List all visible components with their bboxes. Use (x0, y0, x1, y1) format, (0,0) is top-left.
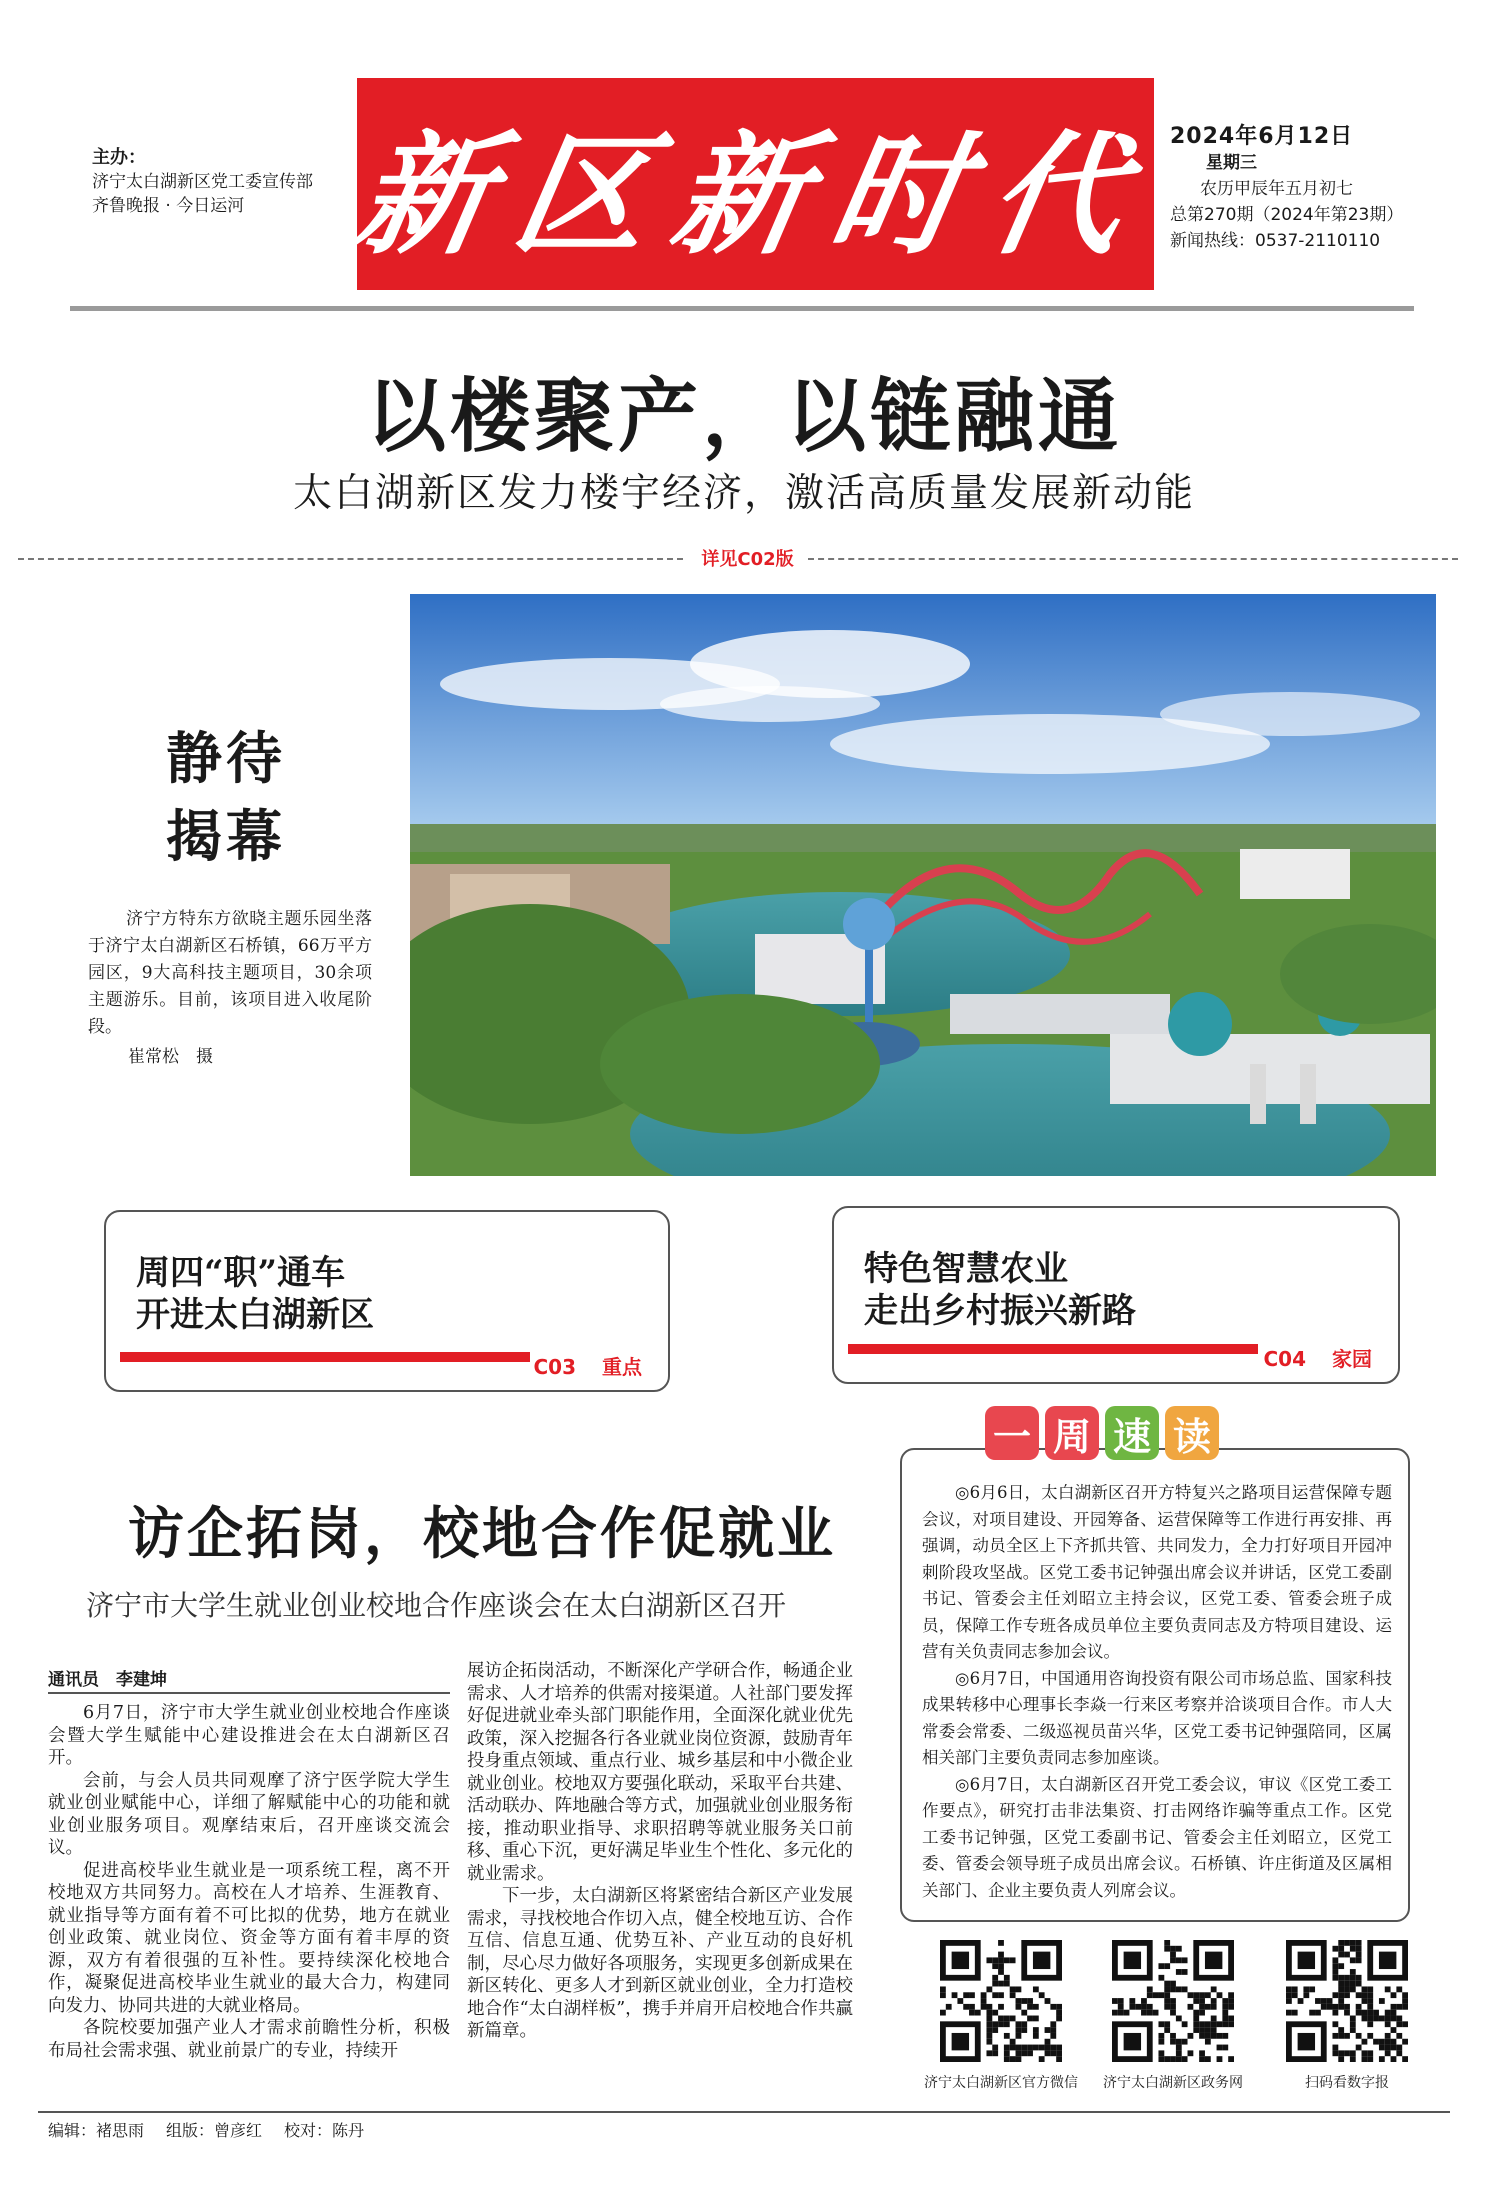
badge-character: 读 (1165, 1406, 1219, 1460)
article-paragraph: 各院校要加强产业人才需求前瞻性分析，积极布局社会需求强、就业前景广的专业，持续开 (48, 2018, 450, 2061)
teaser-section: 重点 (602, 1355, 642, 1379)
article-paragraph: 展访企拓岗活动，不断深化产学研合作，畅通企业需求、人才培养的供需对接渠道。人社部门要发挥好促进就业牵头部门职能作用，全面深化就业优先政策，深入挖掘各行各业就业岗位资源，鼓励青年投身重点领域、重点行业、城乡基层和中小微企业就业创业。校地双方要强化联动，采取平台共建、活动联办、阵地融合等方式，加强就业创业服务衔接，推动职业指导、求职招聘等就业服务关口前移、重心下沉，更好满足毕业生个性化、多元化的就业需求。 (467, 1661, 853, 1884)
see-page-link[interactable]: 详见C02版 (701, 549, 794, 570)
footer-proofreader: 校对：陈丹 (284, 2121, 365, 2140)
teaser-title (864, 1248, 1136, 1332)
photo-title-line: 揭幕 (166, 804, 286, 870)
masthead-logo-text: 新区新时代 (344, 118, 1163, 273)
article-column (467, 1660, 853, 2043)
qr-caption: 扫码看数字报 (1305, 2075, 1389, 2091)
masthead-logo (344, 78, 1163, 290)
article-paragraph: 会前，与会人员共同观摩了济宁医学院大学生就业创业赋能中心，详细了解赋能中心的功能和就业创业服务项目。观摩结束后，召开座谈交流会议。 (48, 1770, 450, 1858)
teaser-box[interactable] (832, 1206, 1400, 1384)
teaser-title (136, 1252, 374, 1336)
byline-divider (48, 1692, 450, 1694)
teaser-title-line: 周四“职”通车 (136, 1253, 346, 1293)
gov-site-qr-code[interactable] (1112, 1940, 1234, 2062)
photo-caption: 济宁方特东方欲晓主题乐园坐落于济宁太白湖新区石桥镇，66万平方园区，9大高科技主题项目，30余项主题游乐。目前，该项目进入收尾阶段。 (88, 909, 372, 1037)
dashed-divider (18, 558, 683, 560)
sponsor-line: 济宁太白湖新区党工委宣传部 (92, 172, 313, 192)
sponsor-block (92, 146, 352, 218)
issue-number: 总第270期（2024年第23期） (1170, 205, 1404, 225)
teaser-title-line: 开进太白湖新区 (136, 1295, 374, 1335)
article-column (48, 1702, 450, 2062)
footer-layout: 组版：曾彦红 (166, 2121, 263, 2140)
teaser-page-tag[interactable] (1263, 1343, 1372, 1372)
weekly-digest-badge (985, 1406, 1221, 1466)
dashed-divider (808, 558, 1458, 560)
news-hotline: 新闻热线：0537-2110110 (1170, 231, 1381, 251)
photo-credit: 崔常松 摄 (128, 1047, 213, 1067)
photo-title-line: 静待 (166, 726, 286, 792)
article-paragraph: 下一步，太白湖新区将紧密结合新区产业发展需求，寻找校地合作切入点，健全校地互访、合作互信、信息互通、优势互补、产业互动的良好机制，尽心尽力做好各项服务，实现更多创新成果在新区转化、更多人才到新区就业创业，全力打造校地合作“太白湖样板”，携手并肩开启校地合作共赢新篇章。 (467, 1886, 853, 2041)
qr-caption: 济宁太白湖新区官方微信 (924, 2075, 1078, 2091)
footer-editor: 编辑：褚思雨 (48, 2121, 145, 2140)
sponsor-label: 主办： (92, 147, 146, 168)
badge-character: 速 (1105, 1406, 1159, 1460)
issue-date: 2024年6月12日 (1170, 124, 1354, 149)
badge-character: 一 (985, 1406, 1039, 1460)
article-paragraph: 促进高校毕业生就业是一项系统工程，离不开校地双方共同努力。高校在人才培养、生涯教育、就业指导等方面有着不可比拟的优势，地方在就业创业政策、就业岗位、资金等方面有着丰厚的资源，双方有着很强的互补性。要持续深化校地合作，凝聚促进高校毕业生就业的最大合力，构建同向发力、协同共进的大就业格局。 (48, 1860, 450, 2016)
masthead-divider (70, 306, 1414, 311)
footer-divider (38, 2111, 1450, 2113)
teaser-section: 家园 (1332, 1347, 1372, 1371)
teaser-accent-bar (848, 1344, 1258, 1354)
sponsor-line: 齐鲁晚报 · 今日运河 (92, 196, 245, 216)
issue-lunar-date: 农历甲辰年五月初七 (1200, 179, 1353, 199)
teaser-accent-bar (120, 1352, 530, 1362)
teaser-page-number: C04 (1263, 1347, 1306, 1371)
issue-info (1170, 124, 1470, 254)
lead-headline: 以楼聚产，以链融通 (366, 369, 1122, 463)
digital-paper-qr-code[interactable] (1286, 1940, 1408, 2062)
article-title: 访企拓岗，校地合作促就业 (128, 1501, 836, 1567)
lead-subheadline: 太白湖新区发力楼宇经济，激活高质量发展新动能 (292, 471, 1195, 516)
digest-item: ◎6月7日，太白湖新区召开党工委会议，审议《区党工委工作要点》，研究打击非法集资、打击网络诈骗等重点工作。区党工委书记钟强，区党工委副书记、管委会主任刘昭立，区党工委、管委会领导班子成员出席会议。石桥镇、许庄街道及区属相关部门、企业主要负责人列席会议。 (922, 1774, 1392, 1900)
theme-park-aerial-photo (410, 594, 1436, 1176)
article-paragraph: 6月7日，济宁市大学生就业创业校地合作座谈会暨大学生赋能中心建设推进会在太白湖新区召开。 (48, 1703, 450, 1768)
teaser-title-line: 走出乡村振兴新路 (864, 1291, 1136, 1331)
wechat-qr-code[interactable] (940, 1940, 1062, 2062)
qr-caption: 济宁太白湖新区政务网 (1103, 2075, 1243, 2091)
weekly-digest-text (922, 1480, 1392, 1904)
digest-item: ◎6月6日，太白湖新区召开方特复兴之路项目运营保障专题会议，对项目建设、开园筹备、运营保障等工作进行再安排、再强调，动员全区上下齐抓共管、共同发力，全力打好项目开园冲刺阶段攻坚战。区党工委书记钟强出席会议并讲话，区党工委副书记、管委会主任刘昭立主持会议，区党工委、管委会班子成员，保障工作专班各成员单位主要负责同志及方特项目建设、运营有关负责同志参加会议。 (922, 1483, 1392, 1661)
teaser-page-tag[interactable] (533, 1351, 642, 1380)
issue-weekday: 星期三 (1206, 153, 1257, 173)
article-byline: 通讯员 李建坤 (48, 1670, 167, 1690)
badge-character: 周 (1045, 1406, 1099, 1460)
footer-credits (48, 2118, 364, 2141)
teaser-box[interactable] (104, 1210, 670, 1392)
photo-title (166, 720, 286, 876)
teaser-page-number: C03 (533, 1355, 576, 1379)
article-subtitle: 济宁市大学生就业创业校地合作座谈会在太白湖新区召开 (86, 1589, 787, 1622)
teaser-title-line: 特色智慧农业 (864, 1249, 1068, 1289)
digest-item: ◎6月7日，中国通用咨询投资有限公司市场总监、国家科技成果转移中心理事长李焱一行来区考察并洽谈项目合作。市人大常委会常委、二级巡视员苗兴华，区党工委书记钟强陪同，区属相关部门主要负责同志参加座谈。 (922, 1668, 1392, 1767)
